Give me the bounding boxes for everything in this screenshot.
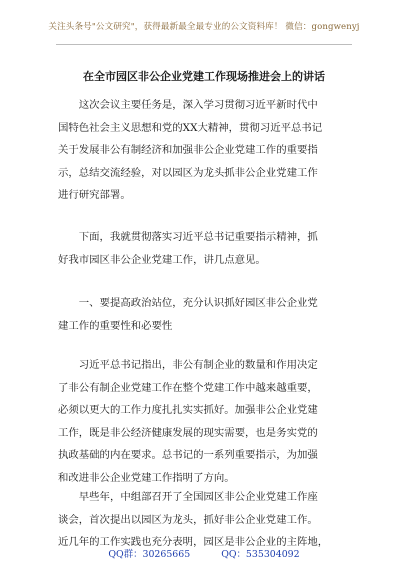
text-line: 工作，既是非公经济健康发展的现实需要，也是务实党的 bbox=[58, 426, 318, 439]
text-line: 必须以更大的工作力度扎扎实实抓好。加强非公企业党建 bbox=[58, 404, 318, 416]
text-line: 谈会，首次提出以园区为龙头，抓好非公企业党建工作。 bbox=[58, 513, 318, 526]
text-line: 早些年，中组部召开了全国园区非公企业党建工作座 bbox=[58, 491, 318, 503]
footer-qq-group: QQ群：30265665 bbox=[108, 549, 191, 560]
text-line: 近几年的工作实践也充分表明，园区是非公企业的主阵地， bbox=[58, 536, 329, 548]
footer-contact bbox=[0, 546, 408, 560]
section-heading-one bbox=[58, 292, 352, 337]
text-line: 这次会议主要任务是，深入学习贯彻习近平新时代中 bbox=[58, 99, 318, 111]
text-line: 进行研究部署。 bbox=[58, 189, 131, 201]
text-line: 和改进非公企业党建工作指明了方向。 bbox=[58, 471, 235, 484]
text-line: 国特色社会主义思想和党的XX大精神，贯彻习近平总书记 bbox=[58, 121, 323, 134]
text-line: 执政基础的内在要求。总书记的一系列重要指示，为加强 bbox=[58, 449, 318, 461]
paragraph-body bbox=[58, 354, 352, 489]
text-line: 示，总结交流经验，对以园区为龙头抓非公企业党建工作 bbox=[58, 166, 318, 179]
footer-qq-number: QQ：535304092 bbox=[221, 549, 300, 560]
text-line: 了非公有制企业党建工作在整个党建工作中越来越重要， bbox=[58, 381, 318, 394]
text-line: 建工作的重要性和必要性 bbox=[58, 319, 173, 332]
text-line: 关于发展非公有制经济和加强非公企业党建工作的重要指 bbox=[58, 144, 318, 156]
text-line: 好我市园区非公企业党建工作，讲几点意见。 bbox=[58, 253, 266, 266]
header-banner: 关注头条号"公文研究"，获得最新最全最专业的公文资料库！ 微信：gongwenyj bbox=[48, 22, 360, 32]
paragraph-body-continued bbox=[58, 486, 352, 554]
text-line: 一、要提高政治站位，充分认识抓好园区非公企业党 bbox=[58, 297, 318, 309]
paragraph-intro bbox=[58, 94, 352, 207]
text-line: 下面，我就贯彻落实习近平总书记重要指示精神，抓 bbox=[58, 231, 318, 243]
document-title: 在全市园区非公企业党建工作现场推进会上的讲话 bbox=[83, 70, 325, 83]
paragraph-transition bbox=[58, 226, 352, 271]
header-divider bbox=[56, 44, 352, 45]
text-line: 习近平总书记指出，非公有制企业的数量和作用决定 bbox=[58, 359, 318, 371]
